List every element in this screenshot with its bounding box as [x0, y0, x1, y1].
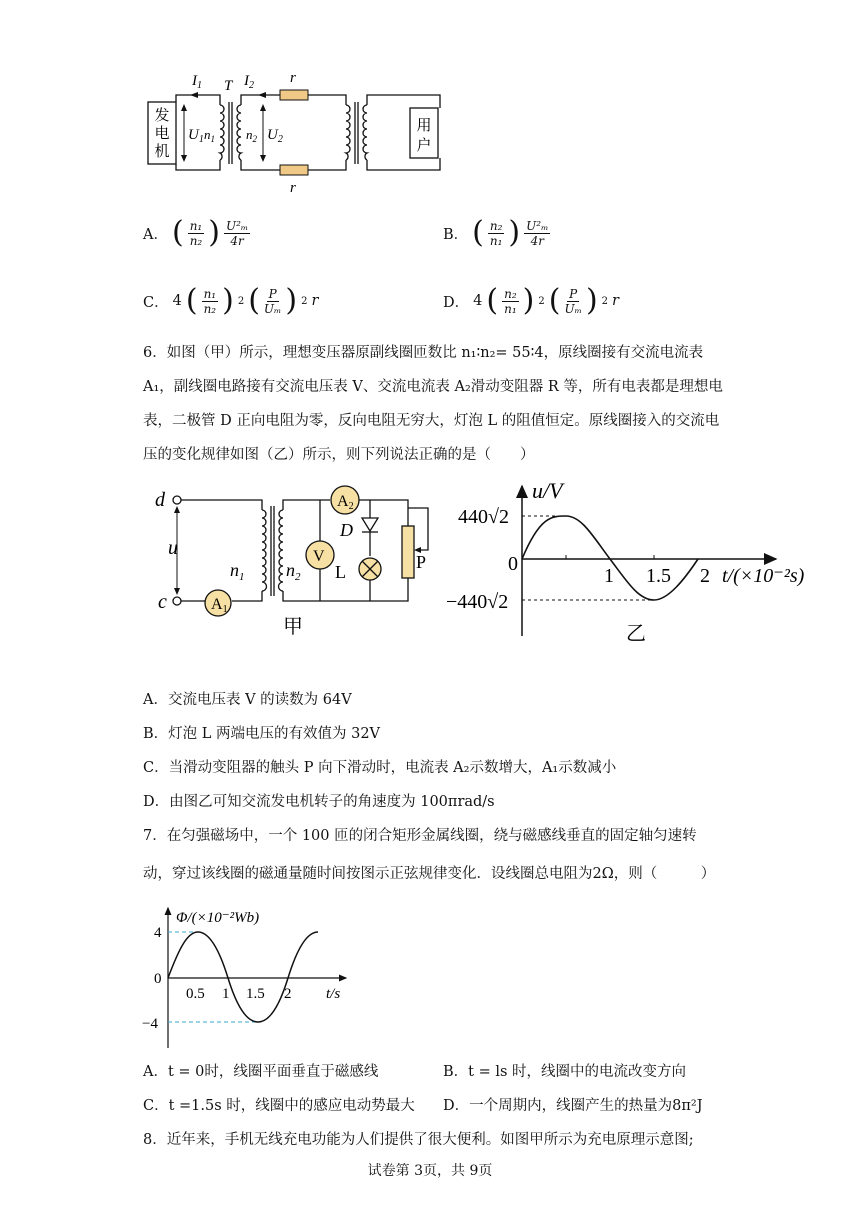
yi-ybottom: −440√2	[446, 591, 509, 613]
caption-yi: 乙	[626, 623, 646, 645]
label-U2: $U_2$	[267, 127, 283, 145]
a1-label: A1	[211, 596, 228, 615]
q6-option-b[interactable]: B．灯泡 L 两端电压的有效值为 32V	[143, 726, 381, 742]
q7-ylabel: Φ/(×10⁻²Wb)	[176, 910, 260, 926]
yi-tick-2: 1.5	[646, 565, 671, 587]
label-n2: $n_2$	[246, 127, 257, 144]
q6-figure-yi	[440, 478, 820, 648]
q7-tick-4: 2	[284, 986, 292, 1002]
label-u: u	[168, 537, 178, 559]
label-r-bottom: r	[290, 180, 296, 196]
a2-label: A2	[337, 493, 354, 512]
q6-option-a[interactable]: A．交流电压表 V 的读数为 64V	[143, 692, 352, 708]
yi-tick-3: 2	[700, 565, 710, 587]
q7-stem-line1: 7．在匀强磁场中，一个 100 匝的闭合矩形金属线圈，绕与磁感线垂直的固定轴匀速转	[143, 828, 697, 844]
voltage-curve	[522, 516, 698, 600]
yi-xlabel: t/(×10⁻²s)	[722, 565, 805, 587]
label-n1: $n_1$	[230, 560, 245, 583]
q7-option-c[interactable]: C．t =1.5s 时，线圈中的感应电动势最大	[143, 1098, 415, 1114]
q7-flux-chart	[140, 902, 360, 1050]
v-label: V	[313, 548, 325, 565]
yi-ylabel: u/V	[532, 478, 563, 503]
q5-option-c[interactable]: C． 4 ( $\frac{\text{n₁}}{\text{n₂}}$ ) 2 ( $\frac{P}{\text{Uₘ}}$ ) 2 r	[143, 283, 319, 318]
q5-option-b[interactable]: B． ( $\frac{\text{n₂}}{\text{n₁}}$ ) $\frac{\text{U²ₘ}}{4r}$	[443, 215, 549, 250]
label-I1: $I_1$	[192, 73, 202, 91]
label-r-top: r	[290, 70, 296, 86]
yi-origin: 0	[508, 553, 518, 575]
rheostat-r	[402, 526, 414, 578]
label-I2: $I_2$	[244, 73, 254, 91]
primary-coil	[220, 105, 224, 160]
label-n2: $n_2$	[286, 560, 301, 583]
q6-stem: 6．如图（甲）所示，理想变压器原副线圈匝数比 n₁∶n₂= 55∶4，原线圈接有交流电流表 A₁，副线圈电路接有交流电压表 V、交流电流表 A₂滑动变阻器 R 等，所有电表都是理想电表，二极管 D 正向电阻为零，反向电阻无穷大，灯泡 L 的阻值恒定。原线圈接入的交流电压的变化规律如图（乙）所示，则下列说法正确的是（ ）	[143, 345, 723, 463]
q7-option-b[interactable]: B．t = ls 时，线圈中的电流改变方向	[443, 1064, 687, 1080]
label-n1: $n_1$	[204, 127, 215, 144]
label-L: L	[335, 562, 346, 582]
label-P: P	[416, 552, 427, 572]
q7-tick-2: 1	[222, 986, 230, 1002]
q7-xlabel: t/s	[326, 986, 341, 1002]
generator-label-1: 发	[154, 108, 170, 124]
q7-option-a[interactable]: A．t = 0时，线圈平面垂直于磁感线	[143, 1064, 379, 1080]
q5-option-a[interactable]: A． ( $\frac{\text{n₁}}{\text{n₂}}$ ) $\frac{\text{U²ₘ}}{4r}$	[143, 215, 249, 250]
q6-option-d[interactable]: D．由图乙可知交流发电机转子的角速度为 100πrad/s	[143, 794, 495, 810]
generator-label-2: 电	[154, 126, 170, 142]
page-footer: 试卷第 3页，共 9页	[367, 1163, 493, 1179]
secondary-coil	[237, 105, 241, 160]
q7-ybottom: −4	[142, 1016, 158, 1032]
transmission-circuit-figure	[140, 60, 470, 200]
yi-ytop: 440√2	[458, 506, 509, 528]
q7-ytop: 4	[154, 925, 162, 941]
user-label-1: 用	[416, 118, 432, 134]
yi-tick-1: 1	[604, 565, 614, 587]
label-c: c	[158, 591, 167, 613]
label-T: T	[224, 78, 233, 94]
q7-ymid: 0	[154, 971, 162, 987]
user-label-2: 户	[416, 138, 432, 154]
q7-option-d[interactable]: D．一个周期内，线圈产生的热量为8π²J	[443, 1098, 703, 1114]
label-d: d	[155, 489, 165, 511]
q7-tick-3: 1.5	[246, 986, 265, 1002]
line-resistor-top	[280, 90, 308, 100]
q5-option-d[interactable]: D． 4 ( $\frac{\text{n₂}}{\text{n₁}}$ ) 2 ( $\frac{P}{\text{Uₘ}}$ ) 2 r	[443, 283, 619, 318]
diode-d	[362, 518, 378, 531]
label-U1: $U_1$	[188, 127, 204, 145]
caption-jia: 甲	[283, 616, 303, 638]
q7-tick-1: 0.5	[186, 986, 205, 1002]
q7-stem-line2: 动，穿过该线圈的磁通量随时间按图示正弦规律变化．设线圈总电阻为2Ω，则（ ）	[143, 866, 716, 882]
q6-option-c[interactable]: C．当滑动变阻器的触头 P 向下滑动时，电流表 A₂示数增大，A₁示数减小	[143, 760, 617, 776]
flux-curve	[168, 932, 318, 1022]
q6-figure-jia	[150, 478, 440, 638]
generator-label-3: 机	[154, 144, 170, 160]
line-resistor-bottom	[280, 165, 308, 175]
label-D: D	[340, 520, 353, 540]
q8-stem: 8．近年来，手机无线充电功能为人们提供了很大便利。如图甲所示为充电原理示意图;	[143, 1132, 694, 1148]
